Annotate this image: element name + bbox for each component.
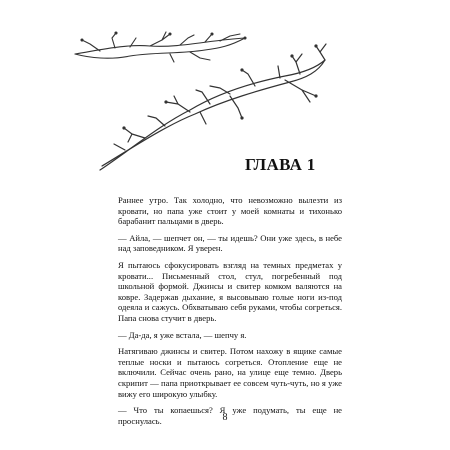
lower-branch: [100, 44, 326, 170]
paragraph: Раннее утро. Так холодно, что невозможно вылезти из кровати, но папа уже стоит у моей комнаты и тихонько барабанит пальцами в дверь.: [118, 195, 342, 227]
paragraph: Я пытаюсь сфокусировать взгляд на темных предметах у кровати... Письменный стол, стул, погребенный под школьной формой. Джинсы и свитер комком валяются на ковре. Задержав дыхание, я высовываю голые ноги из-под одеяла и сажусь. Обхватываю себя руками, чтобы согреться. Папа снова стучит в дверь.: [118, 259, 342, 323]
chapter-body: [118, 195, 342, 432]
chapter-title: ГЛАВА 1: [245, 155, 316, 174]
paragraph: Натягиваю джинсы и свитер. Потом нахожу в ящике самые теплые носки и пытаюсь согреться. Отопление еще не включили. Сейчас очень рано, на улице еще темно. Дверь скрипит — папа приоткрывает ее совсем чуть-чуть, но я уже вижу его широкую улыбку.: [118, 346, 342, 399]
branches-illustration: [70, 30, 330, 175]
page-number: 8: [222, 412, 228, 423]
upper-branch: [75, 32, 246, 62]
paragraph: — Да-да, я уже встала, — шепчу я.: [118, 329, 247, 340]
paragraph: — Айла, — шепчет он, — ты идешь? Они уже здесь, в небе над заповедником. Я уверен.: [118, 232, 342, 254]
paragraph: — Что ты копаешься? Я уже подумать, ты еще не проснулась.: [118, 405, 342, 426]
